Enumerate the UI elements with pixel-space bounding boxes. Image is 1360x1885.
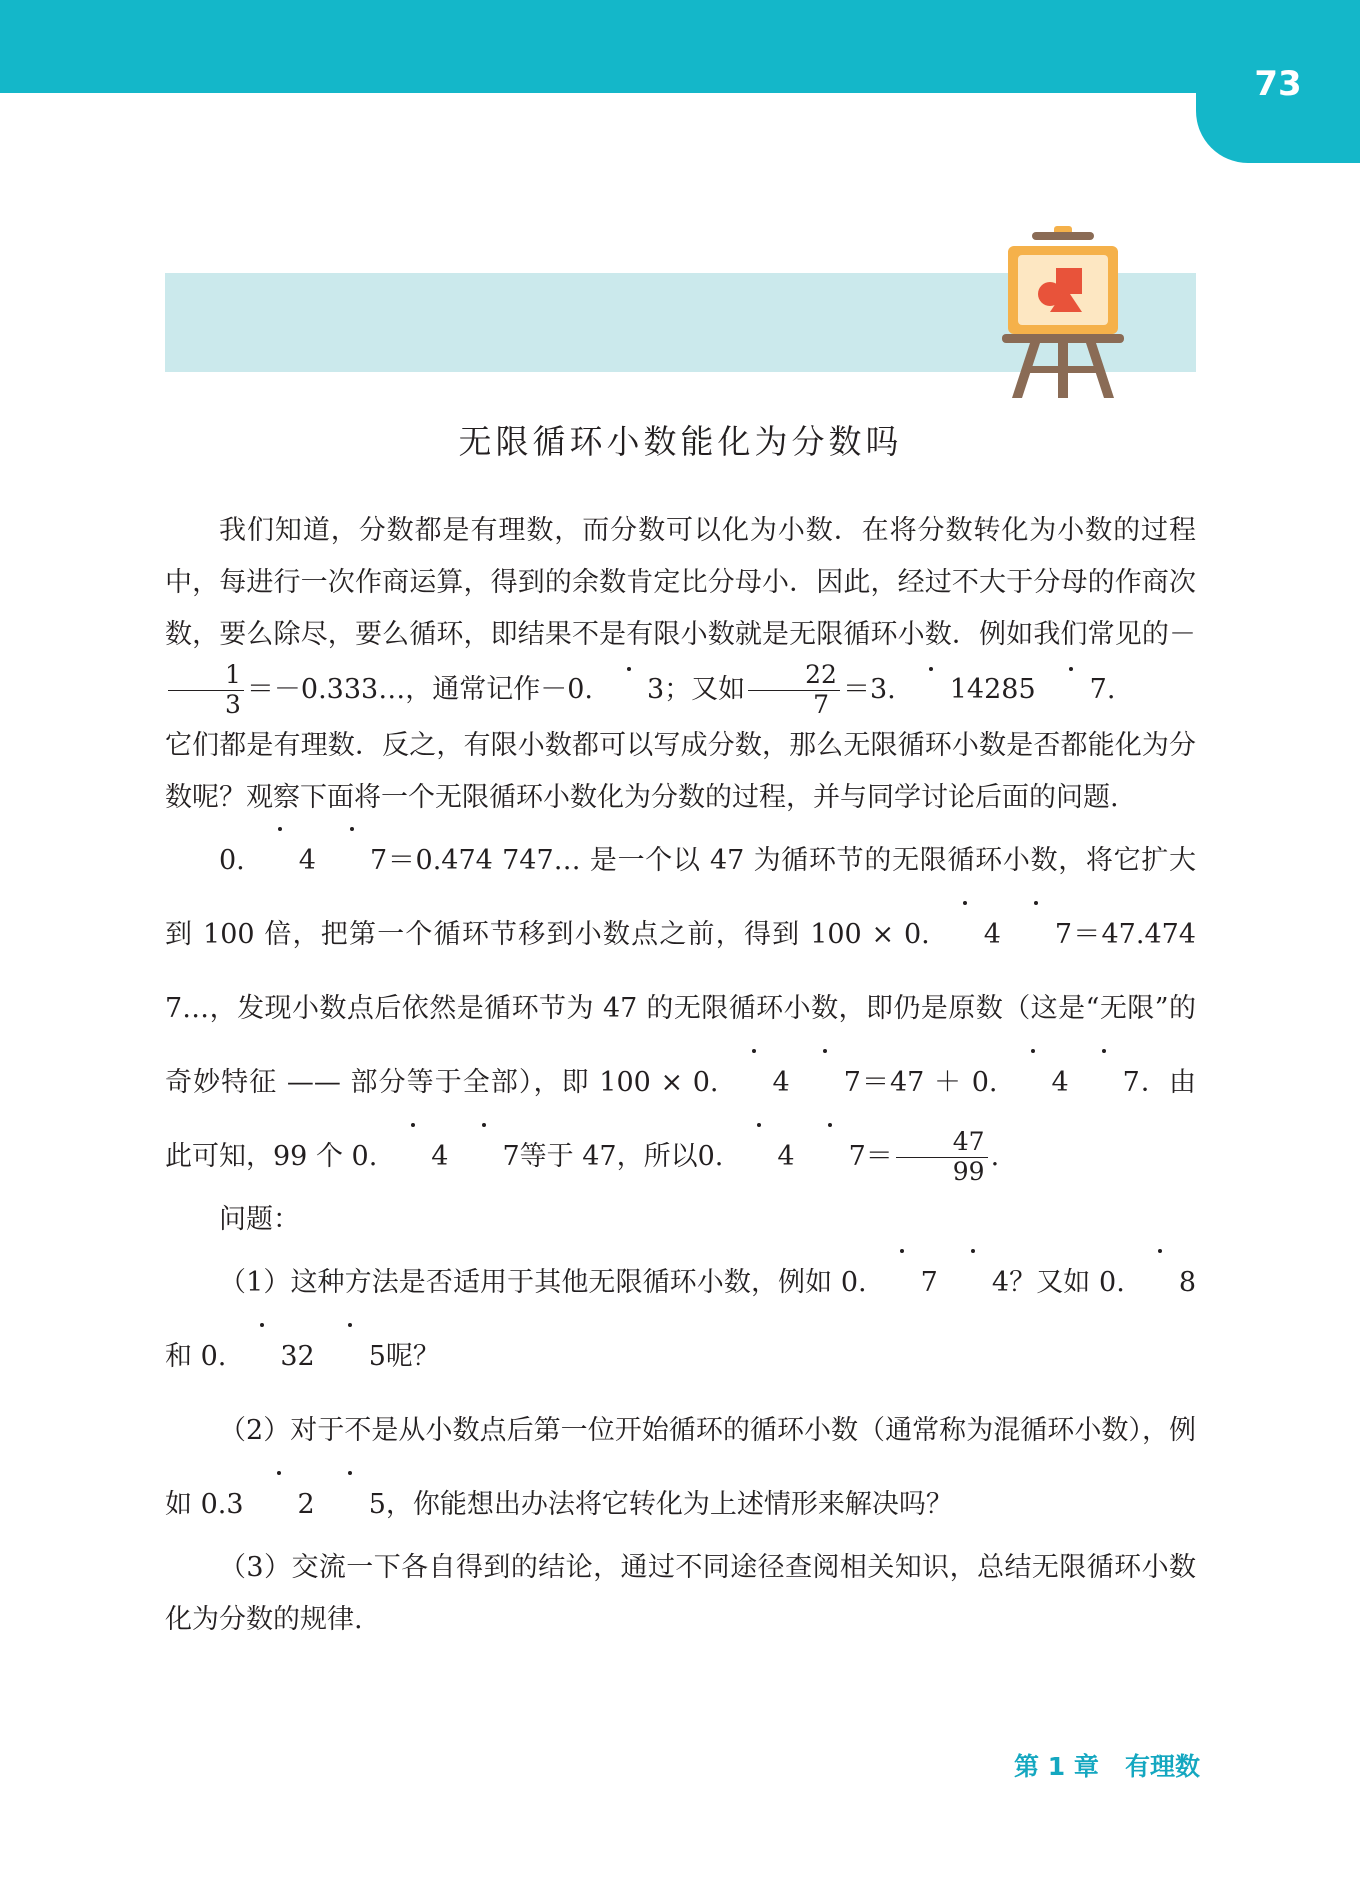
body-text bbox=[165, 505, 1196, 1646]
questions-label: 问题： bbox=[219, 1203, 300, 1235]
fraction-47-99: $\frac{47}{99}$ bbox=[896, 1128, 988, 1187]
page-title: 无限循环小数能化为分数吗 bbox=[458, 422, 903, 461]
fraction-22-7: $\frac{22}{7}$ bbox=[748, 661, 840, 720]
header-band bbox=[0, 0, 1360, 93]
fraction-1-3: $\frac{1}{3}$ bbox=[168, 661, 244, 720]
question-3: （3）交流一下各自得到的结论，通过不同途径查阅相关知识，总结无限循环小数化为分数的规律. bbox=[165, 1551, 1196, 1635]
chapter-footer bbox=[900, 1750, 1200, 1784]
paragraph-1-continued: 它们都是有理数．反之，有限小数都可以写成分数，那么无限循环小数是否都能化为分数呢？观察下面将一个无限循环小数化为分数的过程，并与同学讨论后面的问题. bbox=[165, 729, 1196, 813]
question-1: （1）这种方法是否适用于其他无限循环小数，例如 0. 7 4？又如 0. 8和 0. 32 5呢？ bbox=[165, 1246, 1196, 1394]
easel-icon bbox=[996, 226, 1130, 398]
paragraph-1: 我们知道，分数都是有理数，而分数可以化为小数．在将分数转化为小数的过程中，每进行一次作商运算，得到的余数肯定比分母小．因此，经过不大于分母的作商次数，要么除尽，要么循环，即结果不是有限小数就是无限循环小数．例如我们常见的－ $\frac{1}{3}$ ＝－0.333…，通常记作－0. 3；又如 $\frac{22}{7}$ ＝3. 14285 7. bbox=[165, 515, 1196, 719]
chapter-title: 有理数 bbox=[1124, 1752, 1200, 1781]
chapter-number: 第 1 章 bbox=[1014, 1752, 1099, 1781]
page-number: 73 bbox=[1254, 64, 1302, 104]
question-2: （2）对于不是从小数点后第一位开始循环的循环小数（通常称为混循环小数），例如 0.3 2 5，你能想出办法将它转化为上述情形来解决吗？ bbox=[165, 1394, 1196, 1542]
paragraph-2: 0. 4 7＝0.474 747… 是一个以 47 为循环节的无限循环小数，将它扩大到 100 倍，把第一个循环节移到小数点之前，得到 100 × 0. 4 7＝47.474 7…，发现小数点后依然是循环节为 47 的无限循环小数，即仍是原数（这是“无限”的奇妙特征 —— 部分等于全部），即 100 × 0. 4 7＝47 ＋ 0. 4 7．由此可知，99 个 0. 4 7等于 47，所以0. 4 7＝ $\frac{47}{99}$ . bbox=[165, 824, 1196, 1194]
